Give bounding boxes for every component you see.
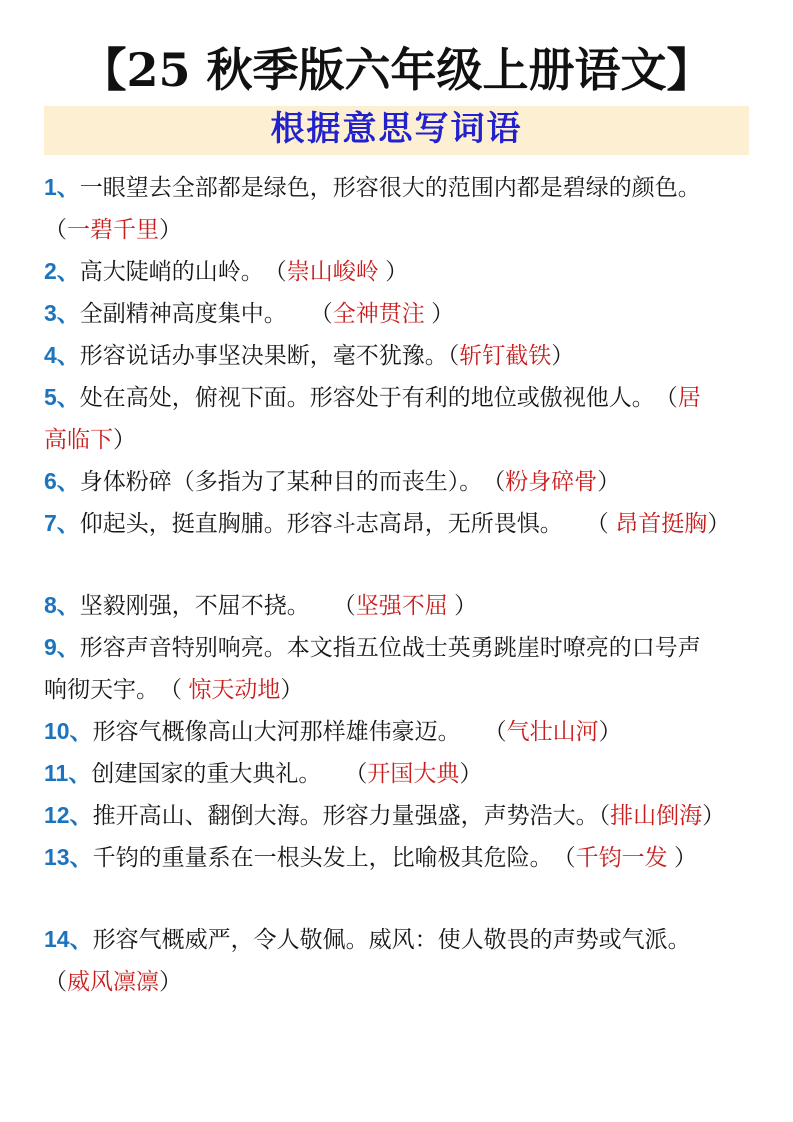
item-text: 推开高山、翻倒大海。形容力量强盛，声势浩大。（ (92, 802, 611, 829)
item-number: 1、 (44, 174, 80, 201)
definition-item (44, 836, 749, 878)
item-text: 一眼望去全部都是绿色，形容很大的范围内都是碧绿的颜色。 (79, 174, 701, 201)
item-text: ） (702, 802, 726, 829)
item-text: ） (447, 592, 478, 619)
item-number: 9、 (44, 634, 80, 661)
item-number: 12、 (44, 802, 93, 829)
item-text: ） (598, 718, 622, 745)
item-answer: 高临下 (44, 426, 113, 453)
item-answer: 惊天动地 (188, 676, 281, 703)
definition-item (44, 710, 749, 752)
item-text: 响彻天宇。 （ (44, 676, 189, 703)
item-text: 身体粉碎（多指为了某种目的而丧生）。 （ (79, 468, 506, 495)
item-text: ） (551, 342, 575, 369)
item-text: 创建国家的重大典礼。 （ (91, 760, 368, 787)
item-text: ） (159, 968, 182, 995)
item-answer: 居 (677, 384, 701, 411)
definition-item (44, 166, 749, 250)
item-text: ） (424, 300, 455, 327)
item-text: （ (44, 968, 67, 995)
definition-item (44, 752, 749, 794)
definition-item (44, 334, 749, 376)
item-text: 形容说话办事坚决果断，毫不犹豫。（ (79, 342, 460, 369)
item-text: ） (459, 760, 483, 787)
definition-list (44, 166, 749, 1002)
item-text: ） (597, 468, 621, 495)
definition-item (44, 626, 749, 710)
item-answer: 全神贯注 (332, 300, 425, 327)
page-title: 【25 秋季版六年级上册语文】 (80, 43, 713, 97)
definition-item (44, 584, 749, 626)
item-answer: 千钧一发 (575, 844, 668, 871)
definition-item (44, 376, 749, 460)
item-number: 7、 (44, 510, 80, 537)
definition-item (44, 918, 749, 1002)
definition-item (44, 502, 749, 544)
item-number: 2、 (44, 258, 80, 285)
item-number: 10、 (44, 718, 93, 745)
item-number: 11、 (44, 760, 92, 787)
item-text: ） (707, 510, 731, 537)
item-answer: 坚强不屈 (355, 592, 448, 619)
page-subtitle: 根据意思写词语 (270, 108, 523, 149)
item-number: 3、 (44, 300, 80, 327)
item-number: 6、 (44, 468, 80, 495)
item-text: ） (667, 844, 697, 871)
item-answer: 崇山峻岭 (286, 258, 379, 285)
item-answer: 威风凛凛 (67, 968, 159, 995)
item-text: 形容气概像高山大河那样雄伟豪迈。 （ (92, 718, 507, 745)
item-number: 14、 (44, 926, 93, 953)
subtitle-banner (44, 106, 749, 155)
item-answer: 斩钉截铁 (459, 342, 552, 369)
item-answer: 昂首挺胸 (615, 510, 708, 537)
item-text: 坚毅刚强，不屈不挠。 （ (79, 592, 356, 619)
item-text: 千钧的重量系在一根头发上，比喻极其危险。 （ (92, 844, 576, 871)
item-number: 5、 (44, 384, 80, 411)
item-number: 8、 (44, 592, 80, 619)
item-text: ） (113, 426, 136, 453)
item-text: 处在高处，俯视下面。形容处于有利的地位或傲视他人。 （ (79, 384, 678, 411)
item-answer: 气壮山河 (506, 718, 599, 745)
item-answer: 粉身碎骨 (505, 468, 598, 495)
item-text: 形容气概威严，令人敬佩。威风：使人敬畏的声势或气派。 (92, 926, 691, 953)
definition-item (44, 460, 749, 502)
item-text: 形容声音特别响亮。本文指五位战士英勇跳崖时嘹亮的口号声 (79, 634, 701, 661)
item-text: （ (44, 216, 67, 243)
definition-item (44, 292, 749, 334)
item-text: ） (159, 216, 182, 243)
definition-item (44, 794, 749, 836)
item-text: 高大陡峭的山岭。 （ (79, 258, 287, 285)
item-answer: 排山倒海 (610, 802, 703, 829)
item-text: 仰起头，挺直胸脯。形容斗志高昂，无所畏惧。 （ (79, 510, 616, 537)
item-answer: 一碧千里 (67, 216, 159, 243)
item-text: ） (378, 258, 409, 285)
item-answer: 开国大典 (367, 760, 460, 787)
definition-item (44, 250, 749, 292)
item-text: 全副精神高度集中。 （ (79, 300, 333, 327)
item-number: 13、 (44, 844, 93, 871)
item-number: 4、 (44, 342, 80, 369)
item-text: ） (280, 676, 304, 703)
